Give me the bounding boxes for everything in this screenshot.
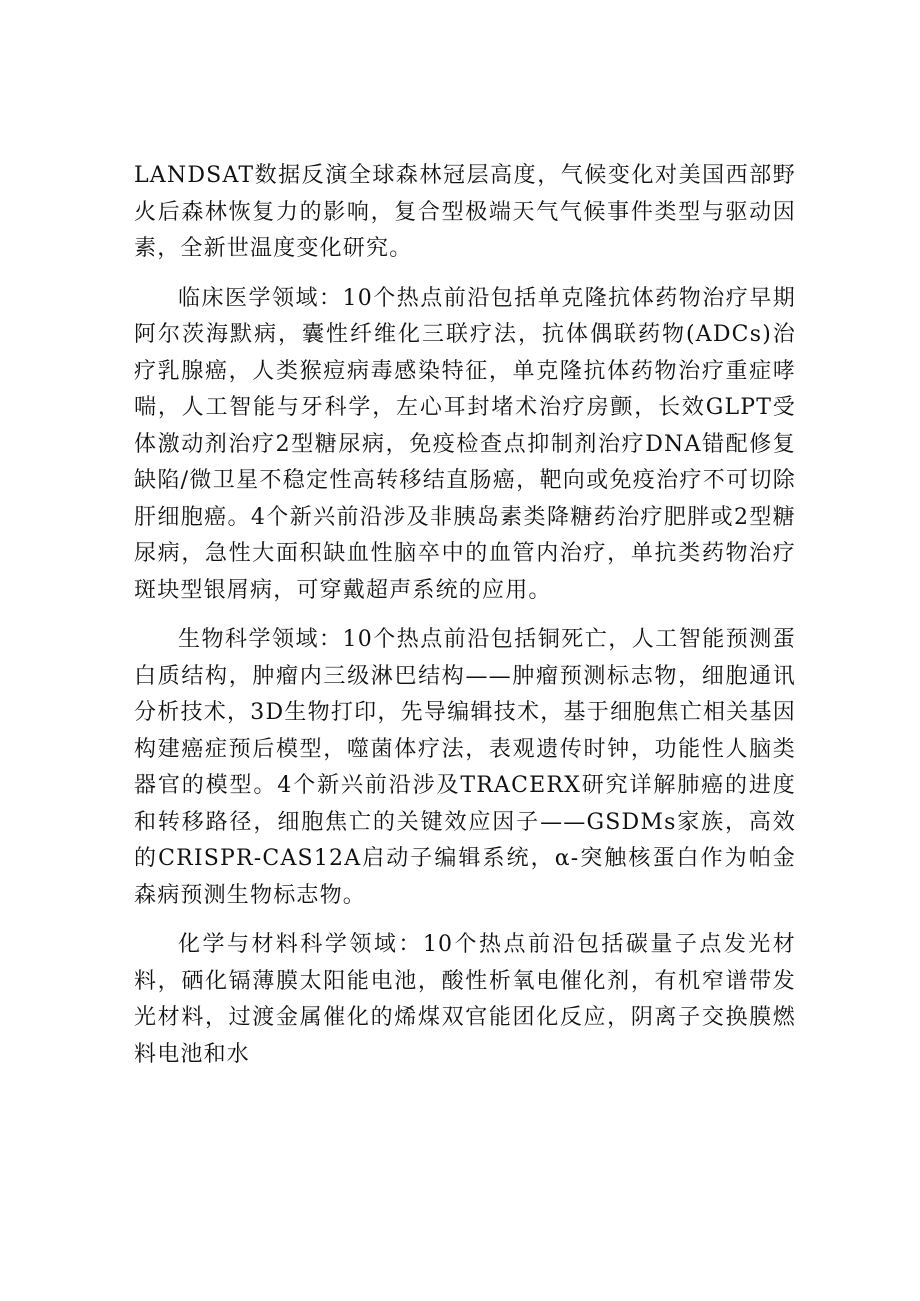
paragraph-earth-science-continued: LANDSAT数据反演全球森林冠层高度，气候变化对美国西部野火后森林恢复力的影响，复合型极端天气气候事件类型与驱动因素，全新世温度变化研究。 bbox=[134, 163, 796, 261]
document-body bbox=[134, 158, 796, 1073]
paragraph-biological-sciences: 生物科学领域：10个热点前沿包括铜死亡，人工智能预测蛋白质结构，肿瘤内三级淋巴结构——肿瘤预测标志物，细胞通讯分析技术，3D生物打印，先导编辑技术，基于细胞焦亡相关基因构建癌症预后模型，噬菌体疗法，表观遗传时钟，功能性人脑类器官的模型。4个新兴前沿涉及TRACERX研究详解肺癌的进度和转移路径，细胞焦亡的关键效应因子——GSDMs家族，高效的CRISPR-CAS12A启动子编辑系统，α-突触核蛋白作为帕金森病预测生物标志物。 bbox=[134, 627, 796, 908]
paragraph-clinical-medicine: 临床医学领域：10个热点前沿包括单克隆抗体药物治疗早期阿尔茨海默病，囊性纤维化三联疗法，抗体偶联药物(ADCs)治疗乳腺癌，人类猴痘病毒感染特征，单克隆抗体药物治疗重症哮喘，人工智能与牙科学，左心耳封堵术治疗房颤，长效GLPT受体激动剂治疗2型糖尿病，免疫检查点抑制剂治疗DNA错配修复缺陷/微卫星不稳定性高转移结直肠癌，靶向或免疫治疗不可切除肝细胞癌。4个新兴前沿涉及非胰岛素类降糖药治疗肥胖或2型糖尿病，急性大面积缺血性脑卒中的血管内治疗，单抗类药物治疗斑块型银屑病，可穿戴超声系统的应用。 bbox=[134, 285, 796, 603]
paragraph-chemistry-materials: 化学与材料科学领域：10个热点前沿包括碳量子点发光材料，硒化镉薄膜太阳能电池，酸性析氧电催化剂，有机窄谱带发光材料，过渡金属催化的烯煤双官能团化反应，阴离子交换膜燃料电池和水 bbox=[134, 932, 796, 1067]
